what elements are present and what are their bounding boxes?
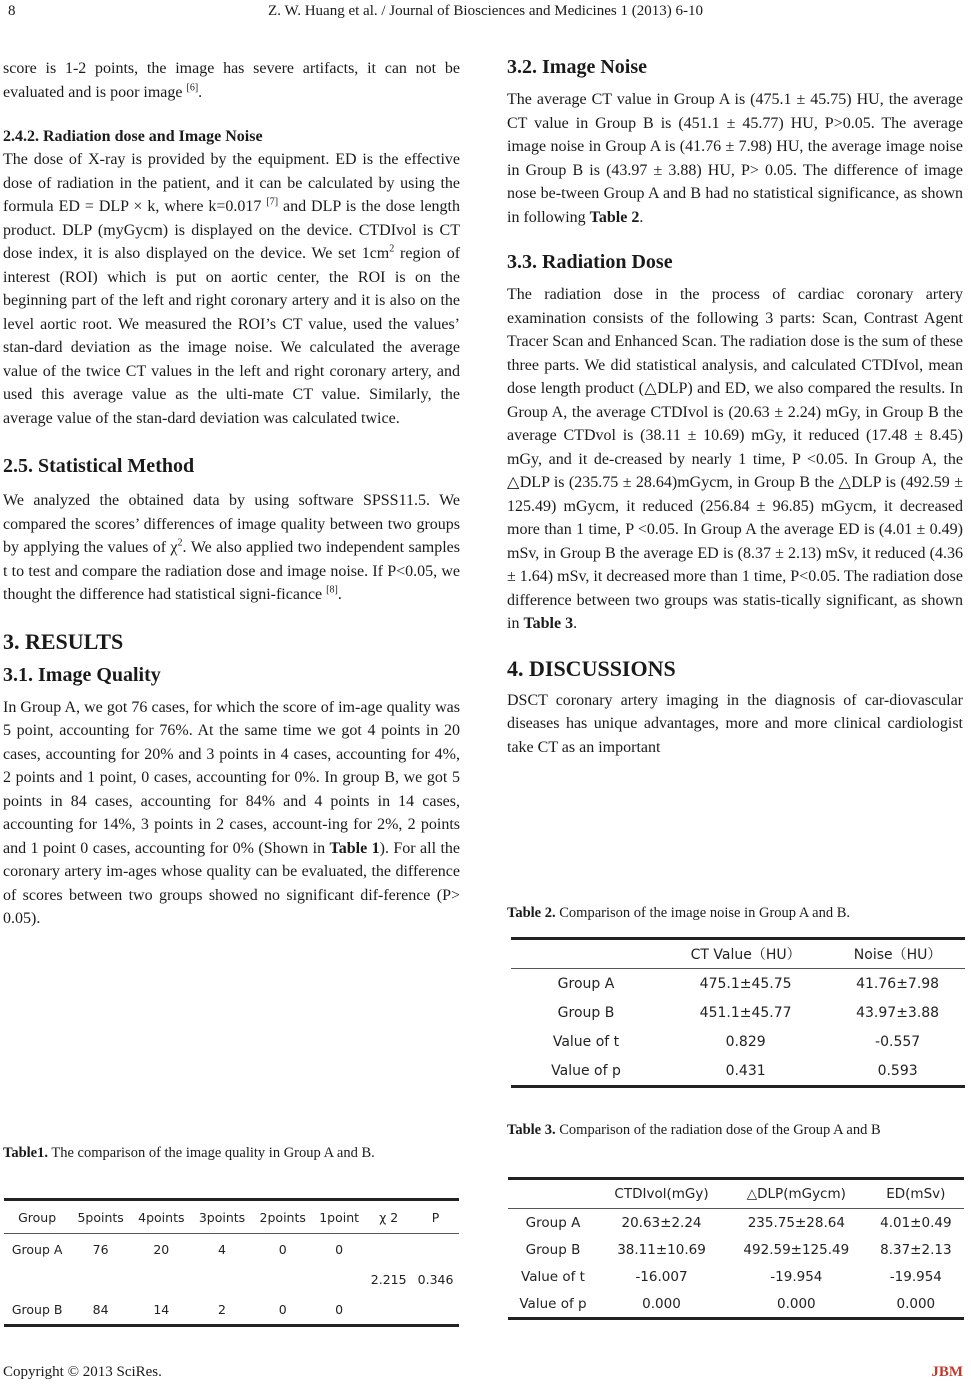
t1-header: χ 2 [365,1200,412,1234]
t1-p-value: 0.346 [417,1271,454,1287]
heading-3-results: 3. RESULTS [3,628,124,654]
table1 [4,1198,459,1327]
right-column [507,54,963,759]
page-number: 8 [8,3,16,19]
paragraph-3-3: The radiation dose in the process of cardiac coronary artery examination consists of the following 3 parts: Scan, Contrast Agent Tracer Scan and Enhanced Scan. The radiation dose is the sum of these three parts. We did statistical analysis, and calculated CTDIvol, mean dose length product (△DLP) and ED, we also compared the results. In Group A, the average CTDIvol is (20.63 ± 2.24) mGy, in Group B the average CTDvol is (38.11 ± 10.69) mGy, it reduced (17.48 ± 8.45) mGy, and it de-creased by nearly 1 time, P <0.05. In Group A, the △DLP is (235.75 ± 28.64)mGycm, in Group B the △DLP is (492.59 ± 125.49) mGycm, it reduced (256.84 ± 96.85) mGycm, it decreased more than 1 time, P <0.05. In Group A the average ED is (4.01 ± 0.49) mSv, in Group B the average ED is (8.37 ± 2.13) mSv, it reduced (4.36 ± 1.64) mSv, it decreased more than 1 time, P<0.05. The radiation dose difference between two groups was statis-tically significant, as shown in Table 3. [507,286,963,632]
table-row: Group A 76 20 4 0 0 [11,1241,344,1257]
table-row: Value of p 0.431 0.593 [511,1056,965,1087]
t1-chi-value: 2.215 [370,1271,407,1287]
t3-header: △DLP(mGycm) [725,1179,868,1209]
heading-3-1: 3.1. Image Quality [3,663,161,686]
heading-2-4-2: 2.4.2. Radiation dose and Image Noise [3,128,263,145]
t2-header: CT Value（HU） [661,939,830,969]
copyright-notice: Copyright © 2013 SciRes. [3,1364,162,1380]
running-title: Z. W. Huang et al. / Journal of Biosciences and Medicines 1 (2013) 6-10 [268,3,703,19]
t1-header: 5points [70,1200,131,1234]
table-row: Group B 451.1±45.77 43.97±3.88 [557,1004,940,1021]
table-row: Group A 475.1±45.75 41.76±7.98 [557,975,940,992]
table-row: Value of t 0.829 -0.557 [552,1033,921,1050]
table-row: Value of t -16.007 -19.954 -19.954 [521,1268,942,1285]
table3-caption: Table 3. Comparison of the radiation dose of the Group A and B [507,1122,881,1138]
t3-header: ED(mSv) [868,1179,964,1209]
heading-2-5: 2.5. Statistical Method [3,455,195,477]
paragraph-3-2: The average CT value in Group A is (475.1 ± 45.75) HU, the average CT value in Group B is (451.1 ± 45.77) HU, P>0.05. The average image noise in Group A is (41.76 ± 7.98) HU, the average image noise in Group B is (43.97 ± 3.88) HU, P> 0.05. The difference of image nose be-tween Group A and B had no statistical significance, as shown in following Table 2. [507,91,963,226]
intro-paragraph: score is 1-2 points, the image has severe artifacts, it can not be evaluated and is poor image [6]. [3,60,460,101]
t1-header: 4points [131,1200,192,1234]
heading-3-2: 3.2. Image Noise [507,56,647,78]
table-row: Group B 38.11±10.69 492.59±125.49 8.37±2.13 [525,1241,952,1258]
page-header [0,0,971,26]
table1-caption: Table1. The comparison of the image quality in Group A and B. [3,1145,375,1161]
paragraph-2-5: We analyzed the obtained data by using software SPSS11.5. We compared the scores’ differences of image quality between two groups by applying the values of $\chi^2$. We also applied two independent samples t to test and compare the radiation dose and image noise. If P<0.05, we thought the difference had statistical signi-ficance [8]. [3,492,461,603]
table2-caption: Table 2. Comparison of the image noise in Group A and B. [507,905,851,921]
table-row: Group B 84 14 2 0 0 [4,1294,459,1326]
left-column [3,57,460,931]
paragraph-4: DSCT coronary artery imaging in the diagnosis of car-diovascular diseases has unique advantages, more and more clinical cardiologist take CT as an important [507,691,963,756]
heading-3-3: 3.3. Radiation Dose [507,251,673,273]
heading-4-discussions: 4. DISCUSSIONS [507,655,676,681]
paragraph-2-4-2: The dose of X-ray is provided by the equipment. ED is the effective dose of radiation in the patient, and it can be calculated by using the formula ED = DLP × k, where k=0.017 [7] and DLP is the dose length product. DLP (myGycm) is displayed on the device. CTDIvol is CT dose index, it is also displayed on the device. We set $1cm^2$ region of interest (ROI) which is put on aortic center, the ROI is on the beginning part of the left and right coronary artery and it is also on the level aortic root. We measured the ROI’s CT value, used the values’ stan-dard deviation as the image noise. We calculated the average value of the twice CT values in the left and right coronary artery, and used this average value as the ulti-mate CT value. Similarly, the average value of the stan-dard deviation was calculated twice. [3,151,461,427]
journal-abbreviation: JBM [931,1364,963,1380]
table-row: Group A 20.63±2.24 235.75±28.64 4.01±0.49 [525,1214,952,1231]
t1-header: Group [4,1200,70,1234]
t1-header: 3points [192,1200,253,1234]
t1-header: 2points [252,1200,313,1234]
citation-6: [6] [186,82,199,94]
t2-header: Noise（HU） [830,939,965,969]
table-row [4,1264,459,1294]
t3-header: CTDIvol(mGy) [598,1179,725,1209]
paragraph-3-1: In Group A, we got 76 cases, for which the score of im-age quality was 5 point, accounting for 76%. At the same time we got 4 points in 20 cases, accounting for 20% and 3 points in 4 cases, accounting for 4%, 2 points and 1 point, 0 cases, accounting for 0%. In group B, we got 5 points in 84 cases, accounting for 84% and 4 points in 14 cases, accounting for 14%, 3 points in 2 cases, account-ing for 2%, 2 points and 1 point 0 cases, accounting for 0% (Shown in Table 1). For all the coronary artery im-ages whose quality can be evaluated, the difference of scores between two groups showed no significant dif-ference (P> 0.05). [3,698,461,927]
table-row: Value of p 0.000 0.000 0.000 [508,1290,964,1319]
table2 [511,937,965,1088]
t1-header: P [412,1200,459,1234]
t1-header: 1point [313,1200,365,1234]
table3 [508,1177,964,1320]
